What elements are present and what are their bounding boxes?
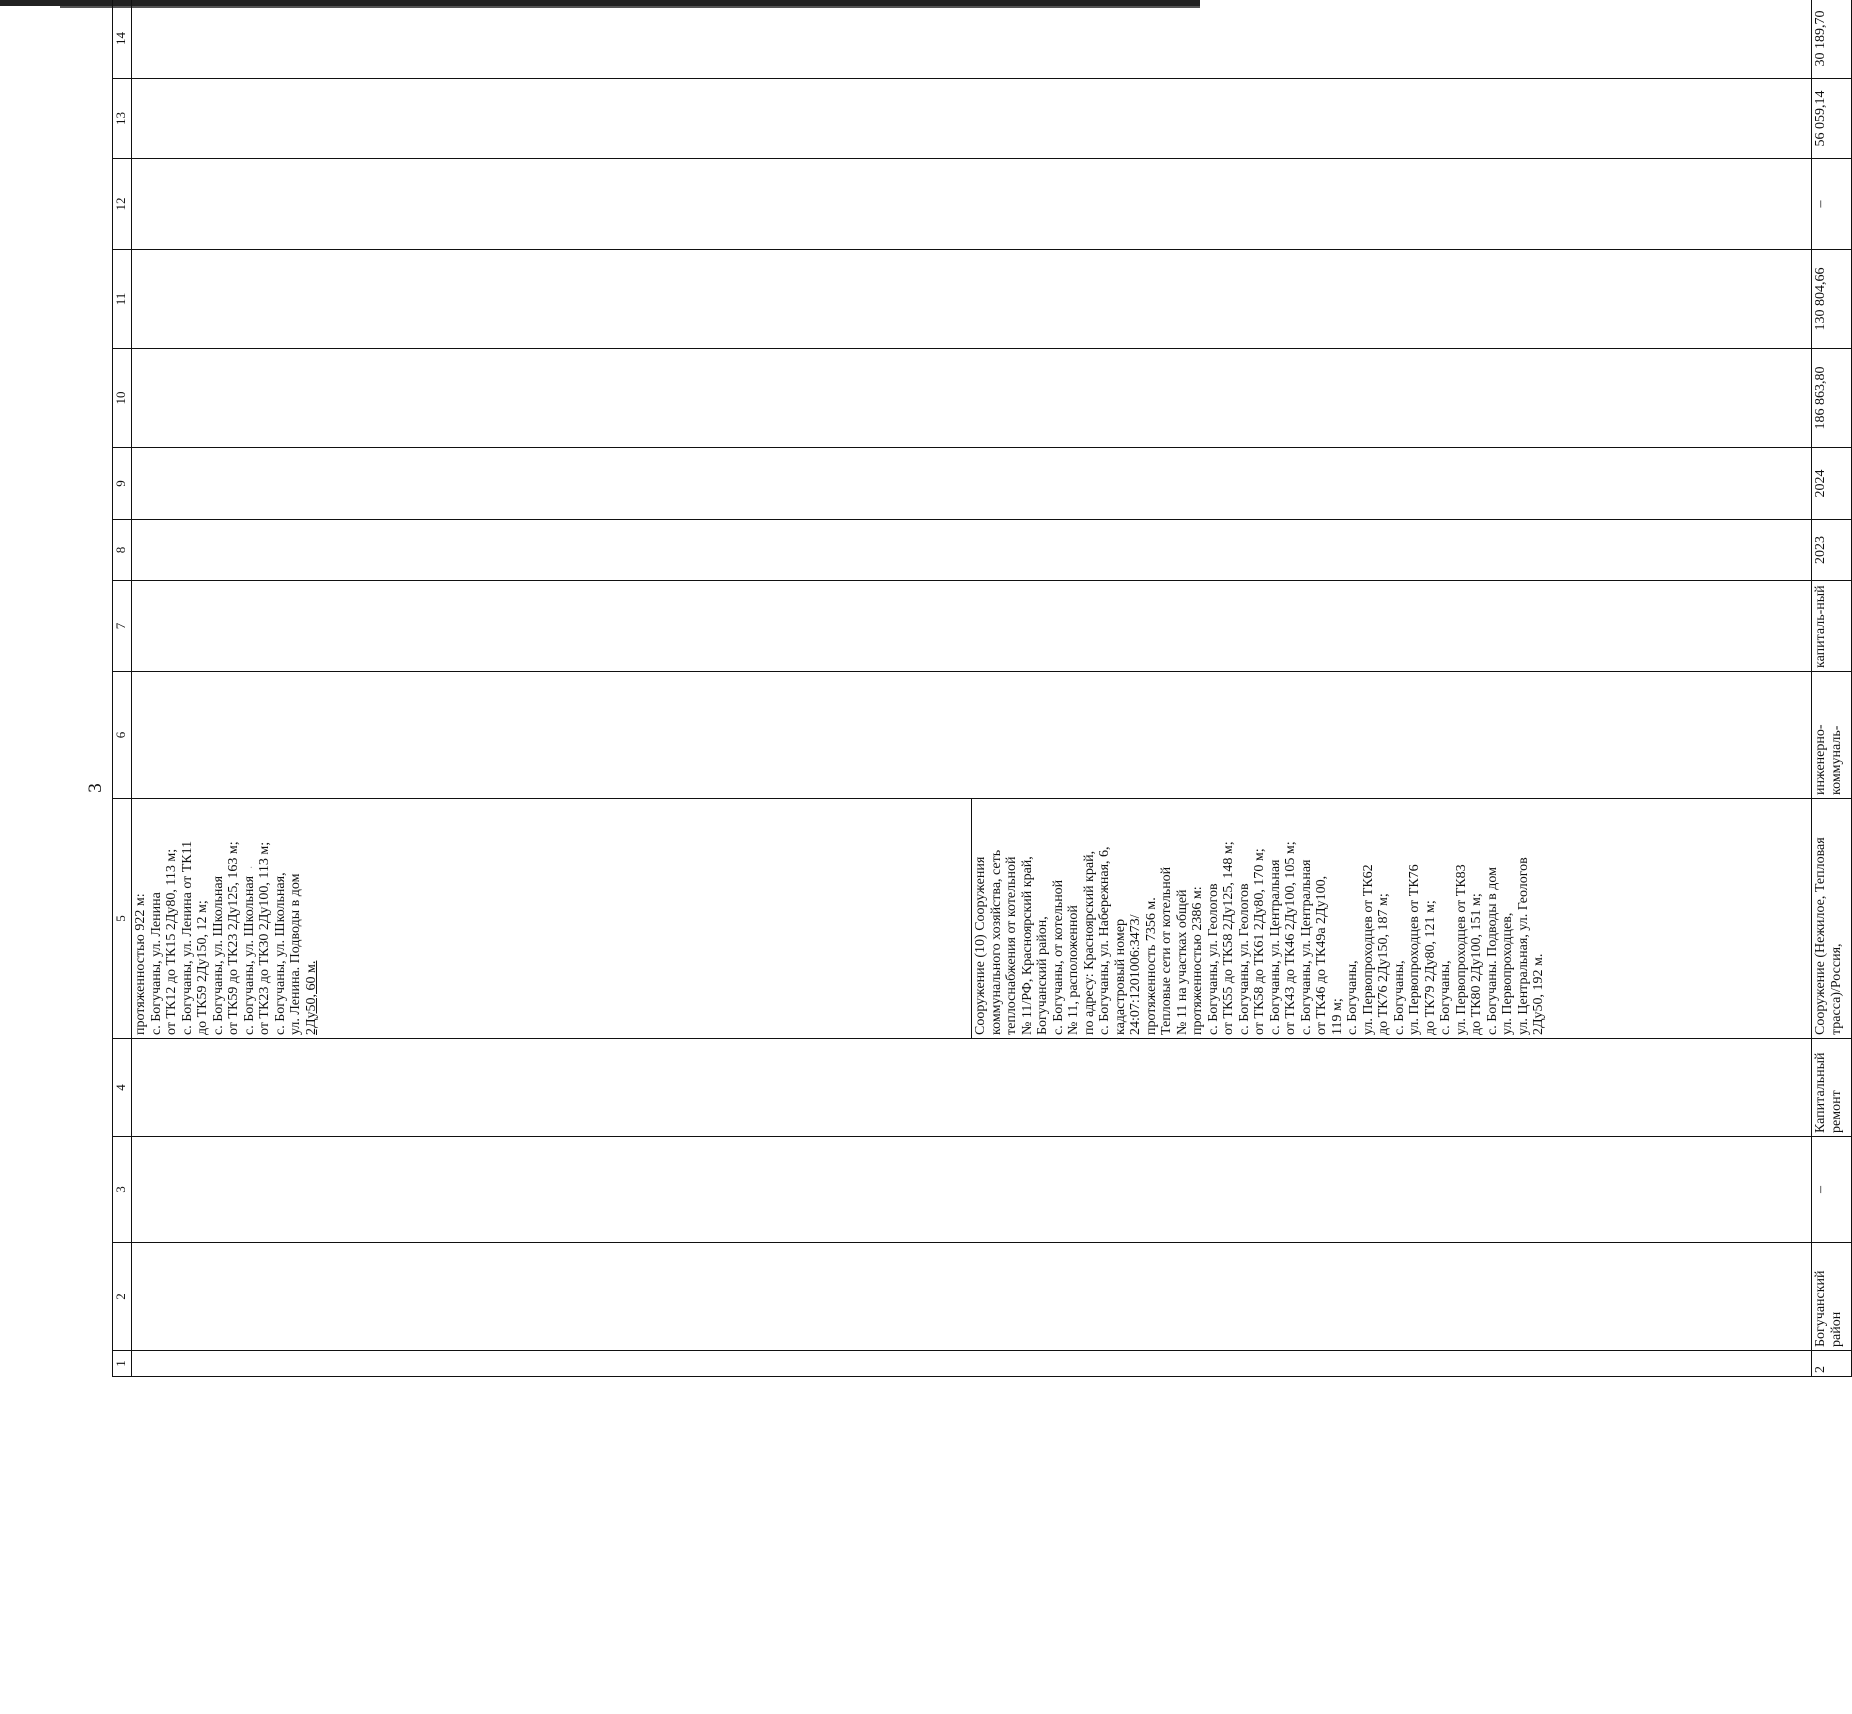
- scan-speck: .: [250, 860, 253, 871]
- col-num: 13: [113, 79, 132, 159]
- col-num: 2: [113, 1243, 132, 1351]
- text-line: Сооружение (10) Сооружения: [973, 856, 988, 1035]
- page-number: 3: [85, 783, 106, 793]
- text-line: с. Богучаны, ул. Центральная: [1267, 859, 1283, 1035]
- col-num: 10: [113, 349, 132, 448]
- text-line: кадастровый номер: [1112, 919, 1128, 1035]
- start-year-cell: 2023: [1812, 520, 1852, 581]
- text-line: до ТК79 2Ду80, 121 м;: [1422, 900, 1438, 1035]
- col-num: 8: [113, 520, 132, 581]
- text-line: с. Богучаны, ул. Набережная, 6,: [1097, 846, 1112, 1035]
- text-line: ул. Первопроходцев,: [1500, 912, 1515, 1035]
- text-line: с. Богучаны, ул. Геологов: [1236, 883, 1252, 1035]
- text-line: до ТК80 2Ду100, 151 м;: [1469, 893, 1484, 1035]
- table-row-continuation: [132, 0, 1812, 1377]
- col-num: 12: [113, 159, 132, 250]
- text-line: протяженностью 922 м:: [133, 893, 148, 1035]
- col-num: 11: [113, 250, 132, 349]
- text-line: от ТК12 до ТК15 2Ду80, 113 м;: [164, 848, 179, 1035]
- text-line: ул. Ленина. Подводы в дом: [288, 873, 303, 1035]
- district-cell: Богучанский район: [1812, 1243, 1852, 1351]
- text-line: Тепловые сети от котельной: [1159, 866, 1174, 1035]
- text-line: с. Богучаны, ул. Центральная: [1298, 859, 1314, 1035]
- cell-empty: [132, 581, 1812, 672]
- col-num: 7: [113, 581, 132, 672]
- text-line: с. Богучаны,: [1391, 960, 1407, 1035]
- cost-cell-11: 130 804,66: [1812, 250, 1852, 349]
- text-line: ул. Первопроходцев от ТК76: [1407, 864, 1422, 1035]
- cell-empty: [132, 79, 1812, 159]
- cell-empty: [132, 349, 1812, 448]
- cell-empty: [132, 672, 1812, 799]
- text-line: ул. Центральная, ул. Геологов: [1515, 857, 1531, 1035]
- text-line: с. Богучаны, от котельной: [1050, 879, 1066, 1035]
- cost-cell-14: 30 189,70: [1812, 0, 1852, 79]
- text-line: ул. Первопроходцев от ТК83: [1453, 864, 1469, 1035]
- object-name-cell: Сооружение (Нежилое, Тепловая трасса)/Россия,: [1812, 799, 1852, 1039]
- cell-empty: [132, 0, 1812, 79]
- text-line: 119 м;: [1329, 998, 1345, 1035]
- text-line: с. Богучаны, ул. Школьная: [210, 875, 226, 1035]
- col-num: 5: [113, 799, 132, 1039]
- text-line: от ТК59 до ТК23 2Ду125, 163 м;: [226, 841, 241, 1035]
- text-line: от ТК58 до ТК61 2Ду80, 170 м;: [1252, 848, 1267, 1035]
- text-line: с. Богучаны,: [1438, 960, 1453, 1035]
- text-line: от ТК55 до ТК58 2Ду125, 148 м;: [1221, 841, 1236, 1035]
- heating-network-block-a: [132, 799, 972, 1038]
- cell-empty: [132, 1039, 1812, 1137]
- cost-cell-13: 56 059,14: [1812, 79, 1852, 159]
- text-line: по адресу: Красноярский край,: [1081, 850, 1097, 1035]
- text-line: № 11 на участках общей: [1174, 889, 1190, 1035]
- underlined-text: 2Ду50, 60 м.: [303, 960, 319, 1035]
- text-line: до ТК59 2Ду150, 12 м;: [195, 900, 210, 1035]
- text-line: 2Ду50, 192 м.: [1531, 953, 1546, 1035]
- object-category-cell: инженерно-коммуналь-: [1812, 672, 1852, 799]
- text-line: протяженностью 2386 м:: [1190, 886, 1205, 1035]
- cell-empty: [132, 520, 1812, 581]
- text-line: с. Богучаны, ул. Ленина от ТК11: [179, 840, 195, 1035]
- text-line: до ТК76 2Ду150, 187 м;: [1376, 893, 1391, 1035]
- col-num: 4: [113, 1039, 132, 1137]
- cell-dash: –: [1812, 1137, 1852, 1243]
- col-num: 1: [113, 1351, 132, 1377]
- text-line: № 11, расположенной: [1066, 905, 1081, 1035]
- heating-network-block-b: [972, 799, 1812, 1038]
- cell-empty: [132, 159, 1812, 250]
- text-line: протяженность 7356 м.: [1143, 897, 1159, 1035]
- text-line: от ТК46 до ТК49а 2Ду100,: [1314, 875, 1329, 1035]
- cell-empty: [132, 1137, 1812, 1243]
- text-line: [304, 802, 320, 1035]
- cell-empty: [132, 1351, 1812, 1377]
- cell-empty: [132, 448, 1812, 520]
- object-description-cell: [132, 799, 1812, 1039]
- text-line: от ТК43 до ТК46 2Ду100, 105 м;: [1283, 841, 1298, 1035]
- end-year-cell: 2024: [1812, 448, 1852, 520]
- text-line: с. Богучаны. Подводы в дом: [1484, 867, 1500, 1035]
- text-line: теплоснабжения от котельной: [1004, 856, 1019, 1035]
- col-num: 6: [113, 672, 132, 799]
- text-line: Богучанский район,: [1035, 916, 1050, 1035]
- repair-type-cell: капиталь-ный: [1812, 581, 1852, 672]
- cell-empty: [132, 1243, 1812, 1351]
- text-line: с. Богучаны,: [1345, 960, 1360, 1035]
- text-line: с. Богучаны, ул. Геологов: [1205, 883, 1221, 1035]
- cell-empty: [132, 250, 1812, 349]
- text-line: с. Богучаны, ул. Школьная,: [272, 872, 288, 1035]
- text-line: с. Богучаны, ул. Ленина: [148, 892, 164, 1035]
- cost-cell-12: –: [1812, 159, 1852, 250]
- total-cost-cell: 186 863,80: [1812, 349, 1852, 448]
- object-description-subtable: [132, 799, 1811, 1038]
- work-type-cell: Капитальный ремонт: [1812, 1039, 1852, 1137]
- text-line: с. Богучаны, ул. Школьная: [241, 875, 257, 1035]
- col-num: 9: [113, 448, 132, 520]
- rotated-table-container: [112, 10, 1844, 1377]
- col-num: 3: [113, 1137, 132, 1243]
- text-line: 24:07:1201006:3473/: [1128, 914, 1143, 1035]
- text-line: ул. Первопроходцев от ТК62: [1360, 864, 1376, 1035]
- capital-repair-table: [112, 0, 1852, 1377]
- text-line: № 11/РФ, Красноярский край,: [1019, 856, 1035, 1035]
- text-line: коммунального хозяйства, сеть: [988, 849, 1004, 1035]
- text-line: от ТК23 до ТК30 2Ду100, 113 м;: [257, 841, 272, 1035]
- row-number: 2: [1812, 1351, 1852, 1377]
- column-number-row: [113, 0, 132, 1377]
- table-row-2: [1812, 0, 1852, 1377]
- col-num: 14: [113, 0, 132, 79]
